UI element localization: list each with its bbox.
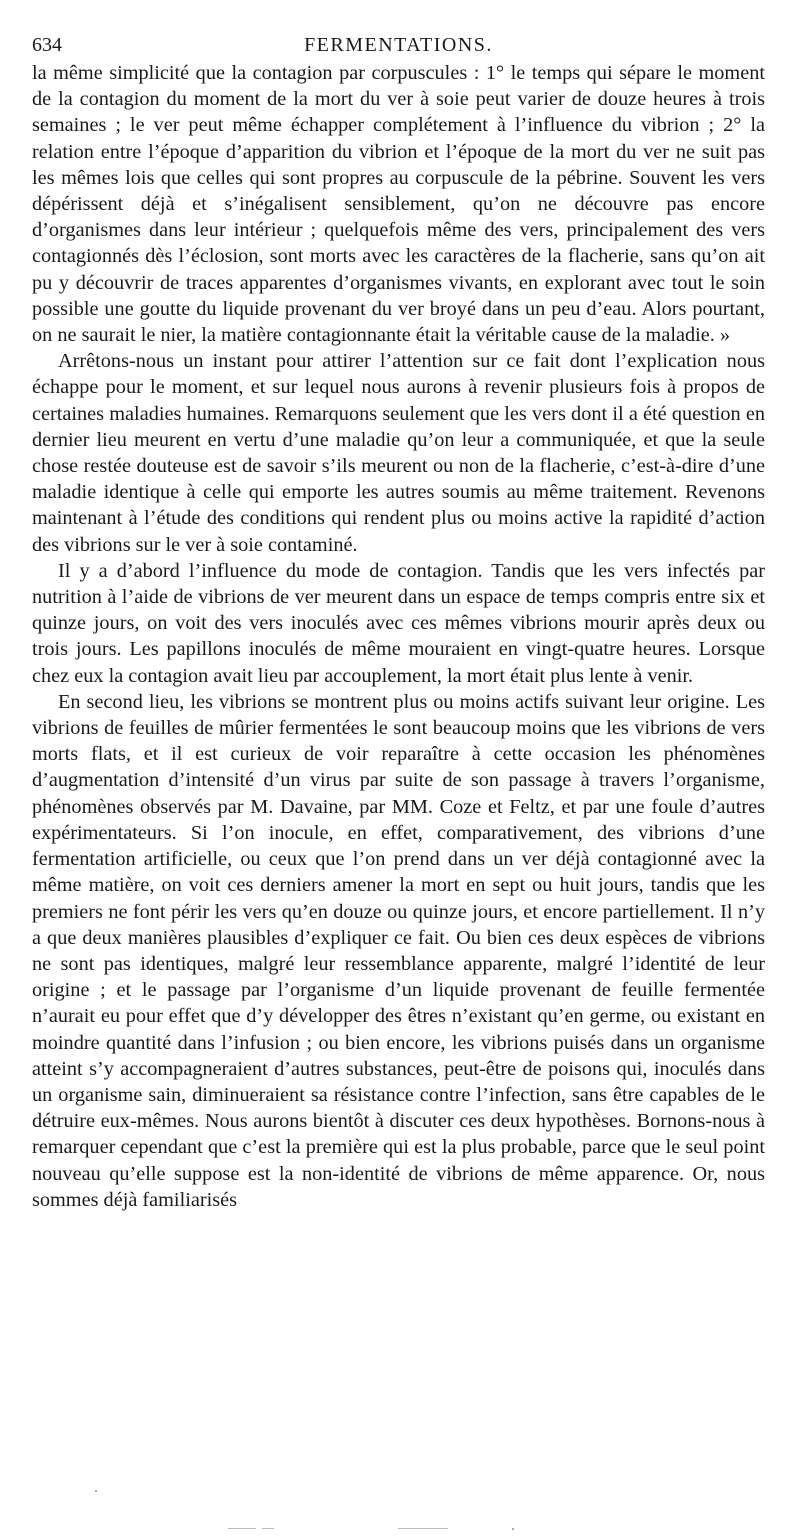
- paragraph: Arrêtons-nous un instant pour attirer l’attention sur ce fait dont l’explication nous échappe pour le moment, et sur lequel nous aurons à revenir plusieurs fois à propos de certaines maladies humaines. Remarquons seulement que les vers dont il a été question en dernier lieu meurent en vertu d’une maladie qu’on leur a communiquée, et que la seule chose restée douteuse est de savoir s’ils meurent ou non de la flacherie, c’est-à-dire d’une maladie identique à celle qui emporte les autres soumis au même traitement. Revenons maintenant à l’étude des conditions qui rendent plus ou moins active la rapidité d’action des vibrions sur le ver à soie contaminé.: [32, 350, 765, 556]
- scan-speck: [512, 1528, 514, 1530]
- scan-speck: [95, 1490, 97, 1492]
- scan-mark: [398, 1528, 448, 1529]
- paragraph-continuation: la même simplicité que la contagion par corpuscules : 1° le temps qui sépare le moment de la contagion du moment de la mort du ver à soie peut varier de douze heures à trois semaines ; le ver peut même échapper complétement à l’influence du vibrion ; 2° la relation entre l’époque d’apparition du vibrion et l’époque de la mort du ver ne suit pas les mêmes lois que celles qui sont propres au corpuscule de la pébrine. Souvent les vers dépérissent déjà et s’inégalisent sensiblement, qu’on ne découvre pas encore d’organismes dans leur intérieur ; quelquefois même des vers, principalement des vers contagionnés dès l’éclosion, sont morts avec les caractères de la flacherie, sans qu’on ait pu y découvrir de traces apparentes d’organismes vivants, en explorant avec tout le soin possible une goutte du liquide provenant du ver broyé dans un peu d’eau. Alors pourtant, on ne saurait le nier, la matière contagionnante était la véritable cause de la maladie. »: [32, 62, 765, 347]
- body-text: [32, 60, 765, 1213]
- scan-artifacts: [0, 1490, 800, 1530]
- paragraph: En second lieu, les vibrions se montrent plus ou moins actifs suivant leur origine. Les vibrions de feuilles de mûrier fermentées le sont beaucoup moins que les vibrions de vers morts flats, et il est curieux de voir reparaître à cette occasion les phénomènes d’augmentation d’intensité d’un virus par suite de son passage à travers l’organisme, phénomènes observés par M. Davaine, par MM. Coze et Feltz, et par une foule d’autres expérimentateurs. Si l’on inocule, en effet, comparativement, des vibrions d’une fermentation artificielle, ou ceux que l’on prend dans un ver déjà contagionné avec la même matière, on voit ces derniers amener la mort en sept ou huit jours, tandis que les premiers ne font périr les vers qu’en douze ou quinze jours, et encore partiellement. Il n’y a que deux manières plausibles d’expliquer ce fait. Ou bien ces deux espèces de vibrions ne sont pas identiques, malgré leur ressemblance apparente, malgré l’identité de leur origine ; et le passage par l’organisme d’un liquide provenant de feuille fermentée n’aurait eu pour effet que d’y développer des êtres n’existant qu’en germe, ou existant en moindre quantité dans l’infusion ; ou bien encore, les vibrions puisés dans un organisme atteint s’y accompagneraient d’autres substances, peut-être de poisons qui, inoculés dans un organisme sain, diminueraient sa résistance contre l’infection, sans être capables de le détruire eux-mêmes. Nous aurons bientôt à discuter ces deux hypothèses. Bornons-nous à remarquer cependant que c’est la première qui est la plus probable, parce que le seul point nouveau qu’elle suppose est la non-identité de vibrions de même apparence. Or, nous sommes déjà familiarisés: [32, 690, 765, 1211]
- paragraph: Il y a d’abord l’influence du mode de contagion. Tandis que les vers infectés par nutrition à l’aide de vibrions de ver meurent dans un espace de temps compris entre six et quinze jours, on voit des vers inoculés avec ces mêmes vibrions mourir après deux ou trois jours. Les papillons inoculés de même mouraient en vingt-quatre heures. Lorsque chez eux la contagion avait lieu par accouplement, la mort était plus lente à venir.: [32, 559, 765, 687]
- running-title: FERMENTATIONS.: [304, 34, 493, 56]
- scan-mark: [228, 1528, 256, 1529]
- scan-mark: [262, 1528, 274, 1529]
- book-page: [32, 30, 765, 1213]
- page-number: 634: [32, 34, 62, 56]
- page-header: [32, 30, 765, 60]
